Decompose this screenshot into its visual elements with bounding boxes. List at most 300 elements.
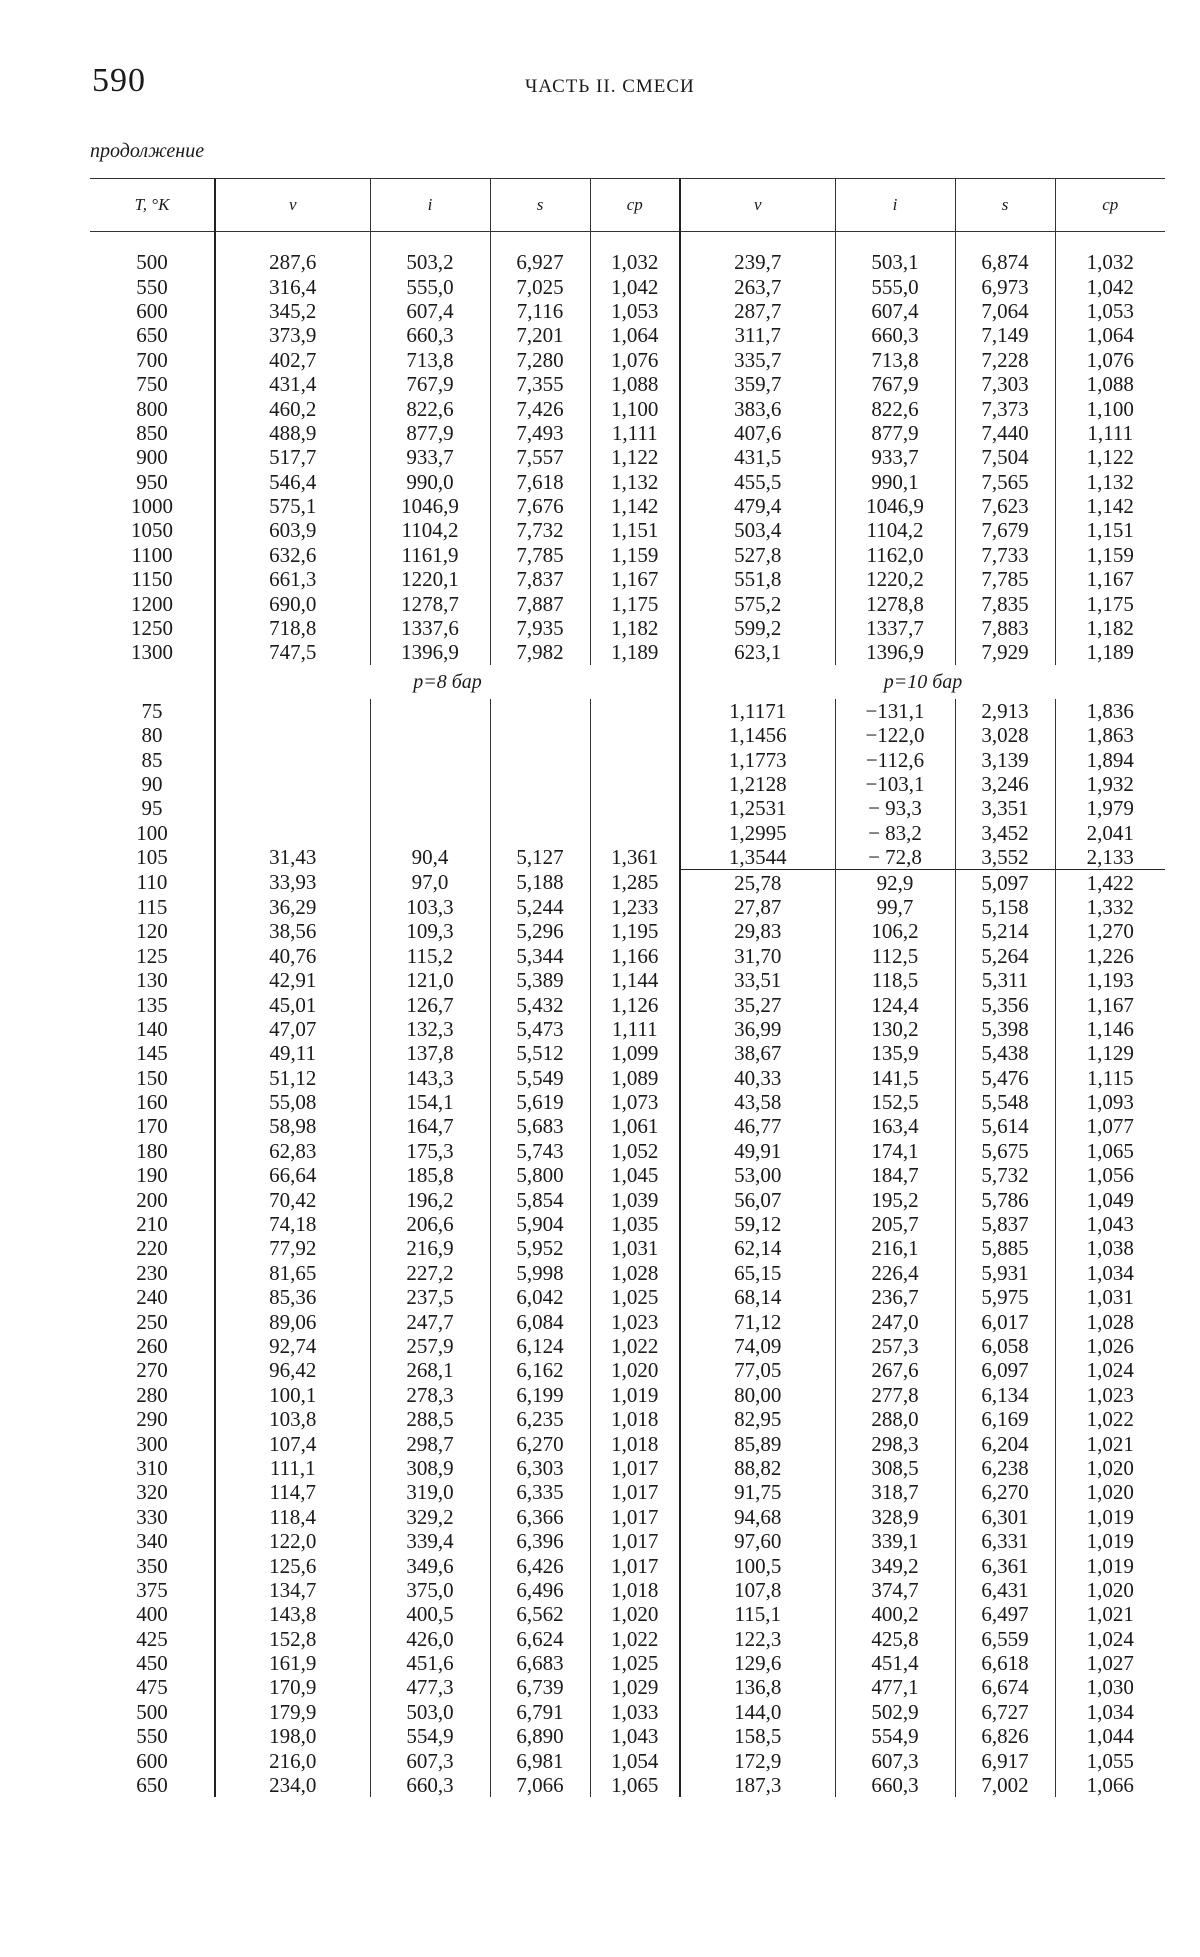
cell-left: 5,549 (490, 1066, 590, 1090)
cell-left: 103,3 (370, 895, 490, 919)
cell-left: 7,785 (490, 543, 590, 567)
cell-right: 1,088 (1086, 372, 1134, 397)
cell-right: 33,51 (680, 968, 835, 992)
cell-left (215, 699, 370, 723)
cell-left: 1337,6 (370, 616, 490, 640)
cell-right: 1,019 (1086, 1529, 1134, 1554)
cell-right: 118,5 (835, 968, 955, 992)
cell-right: 1,167 (1086, 992, 1134, 1017)
cell-left: 1,017 (590, 1505, 680, 1529)
cell-right: 1,2995 (680, 821, 835, 845)
cell-right: −122,0 (835, 723, 955, 747)
cell-left: 6,366 (490, 1505, 590, 1529)
table-row (90, 1309, 1165, 1333)
cell-temperature: 135 (90, 992, 215, 1016)
cell-left: 7,618 (490, 470, 590, 494)
cell-right: 407,6 (680, 421, 835, 445)
cell-left: 1,159 (590, 543, 680, 567)
cell-right: 94,68 (680, 1505, 835, 1529)
header-temperature: T, °K (90, 179, 215, 232)
table-row (90, 1602, 1165, 1626)
cell-right: 7,228 (955, 348, 1055, 372)
cell-temperature: 115 (90, 895, 215, 919)
cell-right: 503,4 (680, 518, 835, 542)
table-row (90, 895, 1165, 919)
cell-left (490, 699, 590, 723)
cell-left: 7,887 (490, 591, 590, 615)
cell-left (590, 772, 680, 796)
cell-right: 216,1 (835, 1236, 955, 1260)
cell-left: 134,7 (215, 1578, 370, 1602)
cell-left: 503,0 (370, 1700, 490, 1724)
table-row (90, 470, 1165, 494)
cell-left (490, 723, 590, 747)
cell-right: 7,623 (955, 494, 1055, 518)
cell-temperature: 375 (90, 1578, 215, 1602)
table-row (90, 992, 1165, 1016)
table-row (90, 968, 1165, 992)
cell-temperature: 400 (90, 1602, 215, 1626)
cell-right: 599,2 (680, 616, 835, 640)
cell-right: 1,020 (1086, 1480, 1134, 1505)
table-row (90, 1212, 1165, 1236)
cell-left: 216,0 (215, 1748, 370, 1772)
cell-left: 1,088 (590, 372, 680, 396)
cell-right: 6,238 (955, 1456, 1055, 1480)
table-row (90, 1626, 1165, 1650)
cell-temperature: 650 (90, 323, 215, 347)
cell-right: 1,932 (1086, 772, 1134, 796)
cell-right: 6,497 (955, 1602, 1055, 1626)
cell-temperature: 475 (90, 1675, 215, 1699)
cell-right: 5,732 (955, 1163, 1055, 1187)
cell-left: 5,389 (490, 968, 590, 992)
cell-right: 1,022 (1086, 1407, 1134, 1432)
lower-section (90, 699, 1165, 1798)
cell-left (370, 796, 490, 820)
cell-right: 607,4 (835, 299, 955, 323)
cell-right: 6,169 (955, 1407, 1055, 1431)
table-row (90, 796, 1165, 820)
cell-right: 5,438 (955, 1041, 1055, 1065)
cell-temperature: 250 (90, 1309, 215, 1333)
cell-right: 1,066 (1086, 1773, 1134, 1798)
header-left-cp: cp (590, 179, 680, 232)
cell-temperature: 700 (90, 348, 215, 372)
cell-right: 1396,9 (835, 640, 955, 664)
cell-left: 1,167 (590, 567, 680, 591)
table-row (90, 1383, 1165, 1407)
cell-right: 5,975 (955, 1285, 1055, 1309)
table-row (90, 494, 1165, 518)
running-head: ЧАСТЬ II. СМЕСИ (525, 76, 695, 97)
cell-left: 179,9 (215, 1700, 370, 1724)
cell-left: 308,9 (370, 1456, 490, 1480)
cell-left: 877,9 (370, 421, 490, 445)
cell-left: 7,732 (490, 518, 590, 542)
cell-left: 5,473 (490, 1017, 590, 1041)
cell-left: 111,1 (215, 1456, 370, 1480)
cell-left (590, 699, 680, 723)
cell-right: 68,14 (680, 1285, 835, 1309)
cell-left: 1,029 (590, 1675, 680, 1699)
cell-right: 7,149 (955, 323, 1055, 347)
cell-temperature: 170 (90, 1114, 215, 1138)
cell-right: 136,8 (680, 1675, 835, 1699)
cell-left: 1,042 (590, 274, 680, 298)
header-right-i: i (835, 179, 955, 232)
cell-left (370, 699, 490, 723)
table-row (90, 747, 1165, 771)
cell-right: 6,134 (955, 1383, 1055, 1407)
cell-right: 479,4 (680, 494, 835, 518)
cell-temperature: 1300 (90, 640, 215, 664)
cell-left: 5,512 (490, 1041, 590, 1065)
cell-left: 89,06 (215, 1309, 370, 1333)
cell-left: 7,935 (490, 616, 590, 640)
cell-left: 237,5 (370, 1285, 490, 1309)
cell-left: 154,1 (370, 1090, 490, 1114)
cell-right: −131,1 (835, 699, 955, 723)
cell-right: 5,786 (955, 1187, 1055, 1211)
cell-right: 1,031 (1086, 1285, 1134, 1310)
cell-right: 1,027 (1086, 1651, 1134, 1676)
cell-left: 1,018 (590, 1578, 680, 1602)
cell-left: 1,023 (590, 1309, 680, 1333)
cell-right: 1,332 (1086, 894, 1134, 919)
cell-left: 7,676 (490, 494, 590, 518)
table-row (90, 1090, 1165, 1114)
cell-left: 1,189 (590, 640, 680, 664)
cell-right: 1,151 (1086, 518, 1134, 543)
cell-left: 36,29 (215, 895, 370, 919)
cell-left: 1,031 (590, 1236, 680, 1260)
cell-right: 1,1456 (680, 723, 835, 747)
cell-right: 277,8 (835, 1383, 955, 1407)
cell-left: 1,039 (590, 1187, 680, 1211)
table-row (90, 870, 1165, 895)
cell-left: 488,9 (215, 421, 370, 445)
cell-right: 318,7 (835, 1480, 955, 1504)
cell-left: 7,201 (490, 323, 590, 347)
cell-left: 1,089 (590, 1066, 680, 1090)
table-row (90, 1505, 1165, 1529)
cell-temperature: 200 (90, 1187, 215, 1211)
cell-right: 1,038 (1086, 1236, 1134, 1261)
cell-left: 92,74 (215, 1334, 370, 1358)
cell-left: 1,142 (590, 494, 680, 518)
cell-left: 1,285 (590, 870, 680, 895)
cell-left (215, 796, 370, 820)
table-row (90, 1187, 1165, 1211)
table-row (90, 919, 1165, 943)
table-row (90, 396, 1165, 420)
cell-left: 1,033 (590, 1700, 680, 1724)
cell-left: 7,280 (490, 348, 590, 372)
cell-right: 3,246 (955, 772, 1055, 796)
cell-left: 1,019 (590, 1383, 680, 1407)
cell-left: 7,025 (490, 274, 590, 298)
cell-left: 477,3 (370, 1675, 490, 1699)
cell-left: 660,3 (370, 1773, 490, 1797)
cell-right: 7,373 (955, 396, 1055, 420)
cell-left: 31,43 (215, 845, 370, 870)
cell-right: 1,030 (1086, 1675, 1134, 1700)
cell-right: 195,2 (835, 1187, 955, 1211)
cell-left (370, 723, 490, 747)
cell-right: 124,4 (835, 992, 955, 1016)
cell-right: 1,076 (1086, 347, 1134, 372)
table-row (90, 1675, 1165, 1699)
cell-temperature: 340 (90, 1529, 215, 1553)
cell-right: 107,8 (680, 1578, 835, 1602)
cell-right: 99,7 (835, 895, 955, 919)
cell-right: 158,5 (680, 1724, 835, 1748)
table-row (90, 723, 1165, 747)
cell-right: 287,7 (680, 299, 835, 323)
cell-right: 257,3 (835, 1334, 955, 1358)
cell-temperature: 75 (90, 699, 215, 723)
cell-left: 5,432 (490, 992, 590, 1016)
cell-right: 5,311 (955, 968, 1055, 992)
cell-left: 5,904 (490, 1212, 590, 1236)
cell-right: 503,1 (835, 250, 955, 274)
cell-left: 6,683 (490, 1651, 590, 1675)
cell-left: 126,7 (370, 992, 490, 1016)
table-row (90, 1407, 1165, 1431)
cell-temperature: 270 (90, 1358, 215, 1382)
cell-right: 3,552 (955, 845, 1055, 870)
cell-temperature: 1200 (90, 591, 215, 615)
cell-right: 91,75 (680, 1480, 835, 1504)
cell-temperature: 190 (90, 1163, 215, 1187)
cell-left: 1,144 (590, 968, 680, 992)
cell-left: 6,084 (490, 1309, 590, 1333)
cell-right: 29,83 (680, 919, 835, 943)
cell-left: 316,4 (215, 274, 370, 298)
cell-left: 451,6 (370, 1651, 490, 1675)
cell-right: 607,3 (835, 1748, 955, 1772)
table-row (90, 274, 1165, 298)
table-row (90, 1480, 1165, 1504)
cell-right: 1,3544 (680, 845, 835, 870)
cell-right: 1,056 (1086, 1163, 1134, 1188)
cell-right: 184,7 (835, 1163, 955, 1187)
cell-temperature: 1250 (90, 616, 215, 640)
cell-left: 170,9 (215, 1675, 370, 1699)
cell-right: 5,158 (955, 895, 1055, 919)
cell-left: 152,8 (215, 1626, 370, 1650)
cell-right: 5,398 (955, 1017, 1055, 1041)
cell-left: 1,065 (590, 1773, 680, 1797)
cell-right: 1,021 (1086, 1431, 1134, 1456)
cell-left: 933,7 (370, 445, 490, 469)
cell-left: 607,4 (370, 299, 490, 323)
cell-left: 690,0 (215, 591, 370, 615)
cell-right: 1,053 (1086, 298, 1134, 323)
cell-temperature: 95 (90, 796, 215, 820)
cell-left: 206,6 (370, 1212, 490, 1236)
cell-right: 5,931 (955, 1261, 1055, 1285)
cell-left: 1,151 (590, 518, 680, 542)
cell-right: 1,129 (1086, 1041, 1134, 1066)
cell-left: 5,998 (490, 1261, 590, 1285)
cell-right: 1,979 (1086, 796, 1134, 821)
cell-right: 7,064 (955, 299, 1055, 323)
cell-right: 7,883 (955, 616, 1055, 640)
table-row (90, 591, 1165, 615)
cell-right: − 72,8 (835, 845, 955, 870)
cell-temperature: 210 (90, 1212, 215, 1236)
cell-left: 713,8 (370, 348, 490, 372)
cell-right: 247,0 (835, 1309, 955, 1333)
cell-left: 1,017 (590, 1529, 680, 1553)
cell-right: 53,00 (680, 1163, 835, 1187)
table-row (90, 1651, 1165, 1675)
cell-right: 36,99 (680, 1017, 835, 1041)
table-row (90, 518, 1165, 542)
cell-left (590, 723, 680, 747)
cell-left (590, 796, 680, 820)
cell-right: 6,559 (955, 1626, 1055, 1650)
cell-left: 47,07 (215, 1017, 370, 1041)
cell-left (370, 821, 490, 845)
cell-left: 6,624 (490, 1626, 590, 1650)
cell-right: 5,264 (955, 944, 1055, 968)
cell-left: 7,355 (490, 372, 590, 396)
cell-right: 92,9 (835, 870, 955, 895)
table-row (90, 772, 1165, 796)
table-row (90, 323, 1165, 347)
cell-temperature: 500 (90, 250, 215, 274)
cell-right: 1,146 (1086, 1016, 1134, 1041)
cell-left: 319,0 (370, 1480, 490, 1504)
cell-left: 6,124 (490, 1334, 590, 1358)
cell-left: 402,7 (215, 348, 370, 372)
cell-left: 137,8 (370, 1041, 490, 1065)
cell-right: 6,431 (955, 1578, 1055, 1602)
cell-right: 1,159 (1086, 542, 1134, 567)
cell-right: 1,167 (1086, 567, 1134, 592)
cell-right: 6,017 (955, 1309, 1055, 1333)
cell-left: 373,9 (215, 323, 370, 347)
cell-left: 1,017 (590, 1480, 680, 1504)
cell-left: 122,0 (215, 1529, 370, 1553)
pressure-row (90, 665, 1165, 699)
cell-right: 451,4 (835, 1651, 955, 1675)
cell-temperature: 350 (90, 1553, 215, 1577)
cell-left: 1,018 (590, 1431, 680, 1455)
cell-left: 234,0 (215, 1773, 370, 1797)
cell-left: 49,11 (215, 1041, 370, 1065)
cell-left: 109,3 (370, 919, 490, 943)
cell-left: 55,08 (215, 1090, 370, 1114)
cell-left: 329,2 (370, 1505, 490, 1529)
cell-left: 6,890 (490, 1724, 590, 1748)
cell-right: 328,9 (835, 1505, 955, 1529)
cell-right: 1,1171 (680, 699, 835, 723)
cell-right: 339,1 (835, 1529, 955, 1553)
cell-left: 7,493 (490, 421, 590, 445)
cell-right: 7,303 (955, 372, 1055, 396)
cell-left: 767,9 (370, 372, 490, 396)
cell-right: 335,7 (680, 348, 835, 372)
cell-right: 6,058 (955, 1334, 1055, 1358)
cell-left: 1,100 (590, 396, 680, 420)
cell-left: 5,952 (490, 1236, 590, 1260)
table-row (90, 1114, 1165, 1138)
header-right-cp: cp (1055, 179, 1165, 232)
cell-right: 122,3 (680, 1626, 835, 1650)
thermo-table (90, 178, 1165, 1797)
cell-temperature: 1150 (90, 567, 215, 591)
cell-right: 1,2531 (680, 796, 835, 820)
table-row (90, 445, 1165, 469)
cell-left: 7,066 (490, 1773, 590, 1797)
cell-left: 546,4 (215, 470, 370, 494)
cell-right: 5,614 (955, 1114, 1055, 1138)
cell-left: 660,3 (370, 323, 490, 347)
cell-right: 1,065 (1086, 1138, 1134, 1163)
cell-left: 81,65 (215, 1261, 370, 1285)
cell-right: 5,885 (955, 1236, 1055, 1260)
cell-temperature: 310 (90, 1456, 215, 1480)
cell-temperature: 90 (90, 772, 215, 796)
cell-right: 1,193 (1086, 968, 1134, 993)
cell-right: 1,270 (1086, 919, 1134, 944)
cell-right: 5,675 (955, 1139, 1055, 1163)
cell-left: 1,043 (590, 1724, 680, 1748)
cell-left: 287,6 (215, 250, 370, 274)
cell-left: 375,0 (370, 1578, 490, 1602)
cell-left: 661,3 (215, 567, 370, 591)
table-row (90, 1285, 1165, 1309)
cell-right: 660,3 (835, 1773, 955, 1797)
cell-right: 88,82 (680, 1456, 835, 1480)
cell-left: 503,2 (370, 250, 490, 274)
cell-right: 31,70 (680, 944, 835, 968)
cell-right: 298,3 (835, 1431, 955, 1455)
cell-right: 623,1 (680, 640, 835, 664)
cell-right: 7,565 (955, 470, 1055, 494)
cell-left (490, 772, 590, 796)
cell-left: 1,045 (590, 1163, 680, 1187)
cell-left: 1,361 (590, 845, 680, 870)
table-row (90, 1431, 1165, 1455)
cell-right: 129,6 (680, 1651, 835, 1675)
table-row (90, 640, 1165, 664)
cell-left: 114,7 (215, 1480, 370, 1504)
cell-left: 1,061 (590, 1114, 680, 1138)
cell-left (490, 821, 590, 845)
cell-right: 1104,2 (835, 518, 955, 542)
table-row (90, 1139, 1165, 1163)
cell-right: 1,122 (1086, 445, 1134, 470)
cell-right: 3,028 (955, 723, 1055, 747)
cell-temperature: 650 (90, 1773, 215, 1797)
cell-left: 426,0 (370, 1626, 490, 1650)
cell-left: 58,98 (215, 1114, 370, 1138)
cell-left: 198,0 (215, 1724, 370, 1748)
cell-right: 112,5 (835, 944, 955, 968)
cell-left: 747,5 (215, 640, 370, 664)
cell-left: 66,64 (215, 1163, 370, 1187)
cell-left: 349,6 (370, 1553, 490, 1577)
cell-left: 1,028 (590, 1261, 680, 1285)
cell-left: 103,8 (215, 1407, 370, 1431)
cell-left (215, 772, 370, 796)
cell-temperature: 500 (90, 1700, 215, 1724)
